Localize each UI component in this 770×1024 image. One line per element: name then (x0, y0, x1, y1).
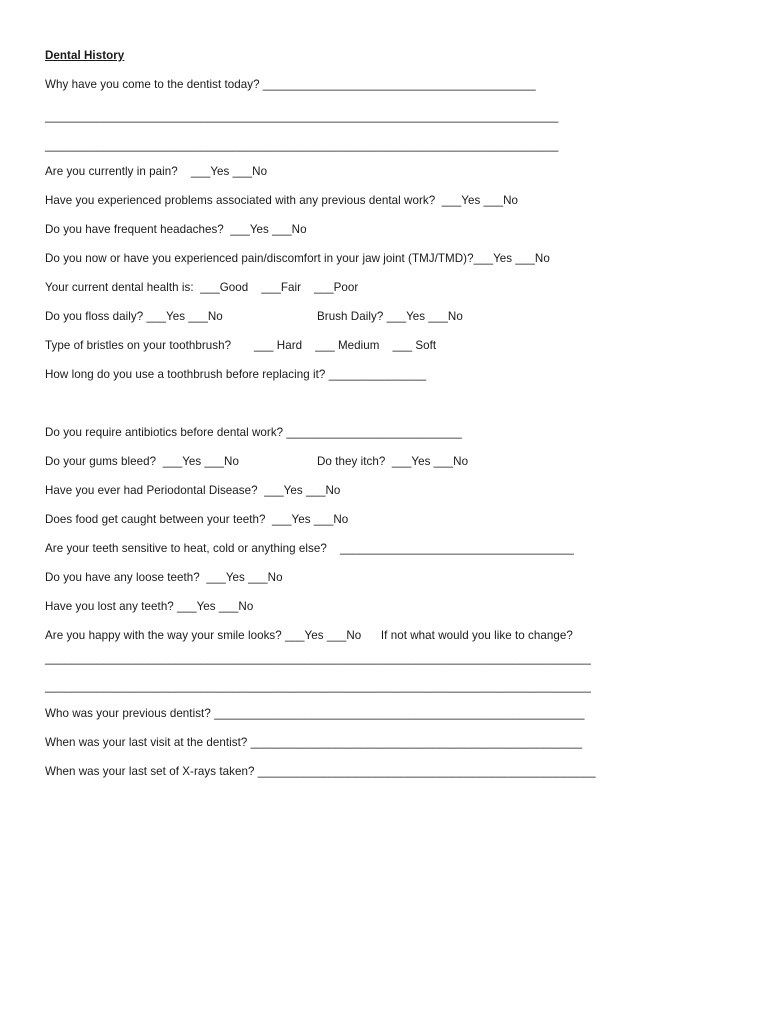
question-floss-daily[interactable]: Do you floss daily? ___Yes ___No (45, 310, 223, 323)
answer-blank-line[interactable]: _______________________________________________________________________________ (45, 139, 559, 152)
question-sensitive-teeth[interactable]: Are your teeth sensitive to heat, cold or anything else? ____________________________________ (45, 542, 574, 555)
question-bristle-type[interactable]: Type of bristles on your toothbrush? ___ Hard ___ Medium ___ Soft (45, 339, 437, 352)
answer-blank-line[interactable]: ____________________________________________________________________________________ (45, 680, 591, 693)
question-gums-itch[interactable]: Do they itch? ___Yes ___No (317, 455, 469, 468)
question-reason-for-visit[interactable]: Why have you come to the dentist today? __________________________________________ (45, 78, 536, 91)
question-toothbrush-replacement[interactable]: How long do you use a toothbrush before replacing it? _______________ (45, 368, 427, 381)
answer-blank-line[interactable]: _______________________________________________________________________________ (45, 110, 559, 123)
question-last-visit[interactable]: When was your last visit at the dentist? ___________________________________________________ (45, 736, 583, 749)
question-jaw-pain[interactable]: Do you now or have you experienced pain/discomfort in your jaw joint (TMJ/TMD)?___Yes ___No (45, 252, 550, 265)
question-previous-dentist[interactable]: Who was your previous dentist? _________________________________________________________ (45, 707, 585, 720)
question-antibiotics[interactable]: Do you require antibiotics before dental work? ___________________________ (45, 426, 462, 439)
question-food-caught[interactable]: Does food get caught between your teeth? ___Yes ___No (45, 513, 349, 526)
question-gums-bleed[interactable]: Do your gums bleed? ___Yes ___No (45, 455, 239, 468)
question-loose-teeth[interactable]: Do you have any loose teeth? ___Yes ___No (45, 571, 283, 584)
question-dental-health[interactable]: Your current dental health is: ___Good ___Fair ___Poor (45, 281, 359, 294)
form-title: Dental History (45, 49, 125, 62)
question-previous-dental-work[interactable]: Have you experienced problems associated with any previous dental work? ___Yes ___No (45, 194, 519, 207)
question-smile-happiness[interactable]: Are you happy with the way your smile looks? ___Yes ___No If not what would you like to change? (45, 629, 573, 642)
question-periodontal-disease[interactable]: Have you ever had Periodontal Disease? ___Yes ___No (45, 484, 341, 497)
question-current-pain[interactable]: Are you currently in pain? ___Yes ___No (45, 165, 268, 178)
question-headaches[interactable]: Do you have frequent headaches? ___Yes ___No (45, 223, 307, 236)
question-last-xrays[interactable]: When was your last set of X-rays taken? ____________________________________________________ (45, 765, 596, 778)
answer-blank-line[interactable]: ____________________________________________________________________________________ (45, 652, 591, 665)
question-brush-daily[interactable]: Brush Daily? ___Yes ___No (317, 310, 463, 323)
question-lost-teeth[interactable]: Have you lost any teeth? ___Yes ___No (45, 600, 254, 613)
